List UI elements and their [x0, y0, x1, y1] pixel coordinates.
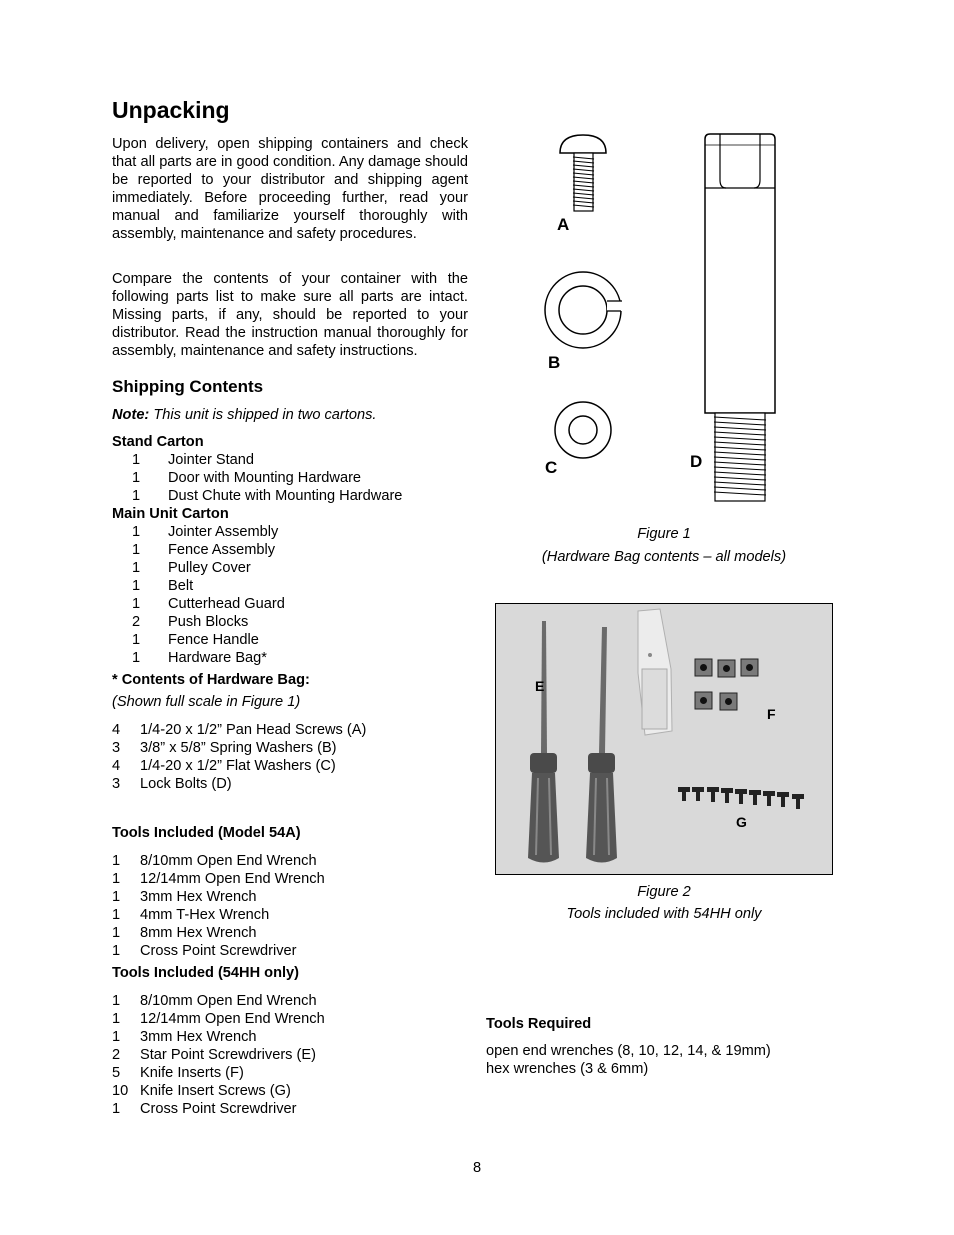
spring-washer-drawing: [545, 272, 623, 348]
tools-required-list: [486, 1042, 771, 1078]
pan-head-screw-drawing: [560, 135, 606, 211]
item-qty: 1: [112, 889, 121, 905]
item-desc: Belt: [168, 578, 194, 594]
item-qty: 1: [112, 1101, 121, 1117]
item-desc: 12/14mm Open End Wrench: [140, 871, 325, 887]
item-qty: 1: [132, 578, 141, 594]
item-qty: 1: [132, 596, 141, 612]
item-desc: Pulley Cover: [168, 560, 251, 576]
item-desc: Cross Point Screwdriver: [140, 943, 297, 959]
item-qty: 1: [112, 853, 121, 869]
item-qty: 4: [112, 722, 121, 738]
list-item: [112, 852, 472, 870]
item-qty: 2: [112, 1047, 121, 1063]
hardware-bag-subnote: (Shown full scale in Figure 1): [112, 694, 301, 710]
item-desc: Jointer Stand: [168, 452, 254, 468]
lock-bolt-drawing: [705, 134, 775, 501]
list-item: [112, 1100, 472, 1118]
item-desc: Jointer Assembly: [168, 524, 279, 540]
flat-washer-drawing: [555, 402, 611, 458]
intro-paragraph-2: Compare the contents of your container with the following parts list to make sure all parts are intact. Missing parts, if any, should be reported to your distributor. Read the instruction manual thoroughly for assembly, maintenance and safety instructions.: [112, 271, 468, 359]
shipping-note: [112, 406, 376, 424]
list-item: [112, 870, 472, 888]
page-title: Unpacking: [112, 97, 230, 123]
list-item: [112, 906, 472, 924]
item-desc: Star Point Screwdrivers (E): [140, 1047, 316, 1063]
list-item: [112, 559, 472, 577]
list-item: [112, 992, 472, 1010]
item-desc: Knife Insert Screws (G): [140, 1083, 291, 1099]
tools-required-heading: Tools Required: [486, 1016, 592, 1032]
label-g: G: [736, 814, 747, 830]
item-desc: 1/4-20 x 1/2” Pan Head Screws (A): [140, 722, 367, 738]
item-desc: Knife Inserts (F): [140, 1065, 244, 1081]
intro-paragraph-1: Upon delivery, open shipping containers and check that all parts are in good condition. Any damage should be reported to your distributor and shipping agent immediately. Before proceeding further, read your manual and familiarize yourself thoroughly with assembly, maintenance and safety procedures.: [112, 136, 468, 242]
item-qty: 1: [132, 452, 141, 468]
item-desc: Push Blocks: [168, 614, 249, 630]
item-desc: 12/14mm Open End Wrench: [140, 1011, 325, 1027]
item-qty: 1: [112, 925, 121, 941]
item-qty: 1: [132, 470, 141, 486]
item-desc: Fence Assembly: [168, 542, 276, 558]
list-item: [112, 1010, 472, 1028]
item-desc: Cutterhead Guard: [168, 596, 285, 612]
list-item: [112, 595, 472, 613]
list-item: [112, 942, 472, 960]
list-item: [112, 523, 472, 541]
tools-required-line: open end wrenches (8, 10, 12, 14, & 19mm): [486, 1043, 771, 1059]
item-qty: 5: [112, 1065, 121, 1081]
label-d: D: [690, 452, 703, 471]
item-qty: 1: [112, 943, 121, 959]
item-desc: Lock Bolts (D): [140, 776, 232, 792]
list-item: [112, 649, 472, 667]
item-desc: 8mm Hex Wrench: [140, 925, 257, 941]
figure-2-subcaption: Tools included with 54HH only: [566, 906, 762, 922]
item-desc: 8/10mm Open End Wrench: [140, 993, 317, 1009]
list-item: [112, 577, 472, 595]
item-desc: Door with Mounting Hardware: [168, 470, 362, 486]
item-desc: 1/4-20 x 1/2” Flat Washers (C): [140, 758, 336, 774]
item-desc: 3mm Hex Wrench: [140, 1029, 257, 1045]
item-qty: 1: [132, 650, 141, 666]
item-desc: 8/10mm Open End Wrench: [140, 853, 317, 869]
item-qty: 1: [132, 542, 141, 558]
list-item: [112, 451, 472, 469]
note-text: This unit is shipped in two cartons.: [149, 407, 377, 423]
list-item: [112, 1082, 472, 1100]
shipping-contents-heading: Shipping Contents: [112, 377, 264, 396]
item-qty: 1: [132, 632, 141, 648]
hardware-bag-list: [112, 721, 472, 793]
hardware-bag-heading: * Contents of Hardware Bag:: [112, 672, 310, 688]
main-carton-heading: Main Unit Carton: [112, 506, 229, 522]
list-item: [112, 888, 472, 906]
stand-carton-heading: Stand Carton: [112, 434, 204, 450]
item-qty: 1: [132, 560, 141, 576]
tools-54hh-heading: Tools Included (54HH only): [112, 965, 300, 981]
item-qty: 1: [112, 1011, 121, 1027]
tools-54a-heading: Tools Included (Model 54A): [112, 825, 301, 841]
list-item: [112, 721, 472, 739]
tools-54hh-list: [112, 992, 472, 1118]
item-qty: 3: [112, 740, 121, 756]
item-desc: 3mm Hex Wrench: [140, 889, 257, 905]
item-qty: 3: [112, 776, 121, 792]
label-a: A: [557, 215, 570, 234]
item-qty: 1: [112, 907, 121, 923]
tools-required-line: hex wrenches (3 & 6mm): [486, 1061, 649, 1077]
list-item: [112, 739, 472, 757]
item-qty: 1: [132, 488, 141, 504]
item-qty: 1: [112, 993, 121, 1009]
item-qty: 1: [112, 1029, 121, 1045]
figure-1-subcaption: (Hardware Bag contents – all models): [541, 549, 787, 565]
list-item: [112, 1064, 472, 1082]
item-qty: 4: [112, 758, 121, 774]
list-item: [112, 924, 472, 942]
list-item: [112, 487, 472, 505]
item-qty: 1: [132, 524, 141, 540]
list-item: [112, 469, 472, 487]
list-item: [112, 757, 472, 775]
item-desc: 3/8” x 5/8” Spring Washers (B): [140, 740, 337, 756]
list-item: [112, 541, 472, 559]
label-e: E: [535, 678, 545, 694]
item-desc: Dust Chute with Mounting Hardware: [168, 488, 403, 504]
page-number: 8: [472, 1160, 482, 1176]
list-item: [112, 1028, 472, 1046]
note-label: Note:: [112, 407, 150, 423]
figure-1-caption: Figure 1: [637, 526, 691, 542]
figure-2-caption: Figure 2: [637, 884, 691, 900]
list-item: [112, 1046, 472, 1064]
item-desc: Fence Handle: [168, 632, 259, 648]
stand-carton-section: [112, 433, 472, 667]
figure-1-drawing: [530, 125, 800, 510]
label-c: C: [545, 458, 558, 477]
list-item: [112, 613, 472, 631]
item-qty: 10: [112, 1083, 129, 1099]
figure-2-photo: [495, 603, 833, 875]
label-f: F: [767, 706, 776, 722]
item-qty: 2: [132, 614, 141, 630]
item-desc: Hardware Bag*: [168, 650, 267, 666]
item-desc: Cross Point Screwdriver: [140, 1101, 297, 1117]
tools-54a-list: [112, 852, 472, 960]
item-qty: 1: [112, 871, 121, 887]
label-b: B: [548, 353, 561, 372]
list-item: [112, 631, 472, 649]
item-desc: 4mm T-Hex Wrench: [140, 907, 270, 923]
list-item: [112, 775, 472, 793]
